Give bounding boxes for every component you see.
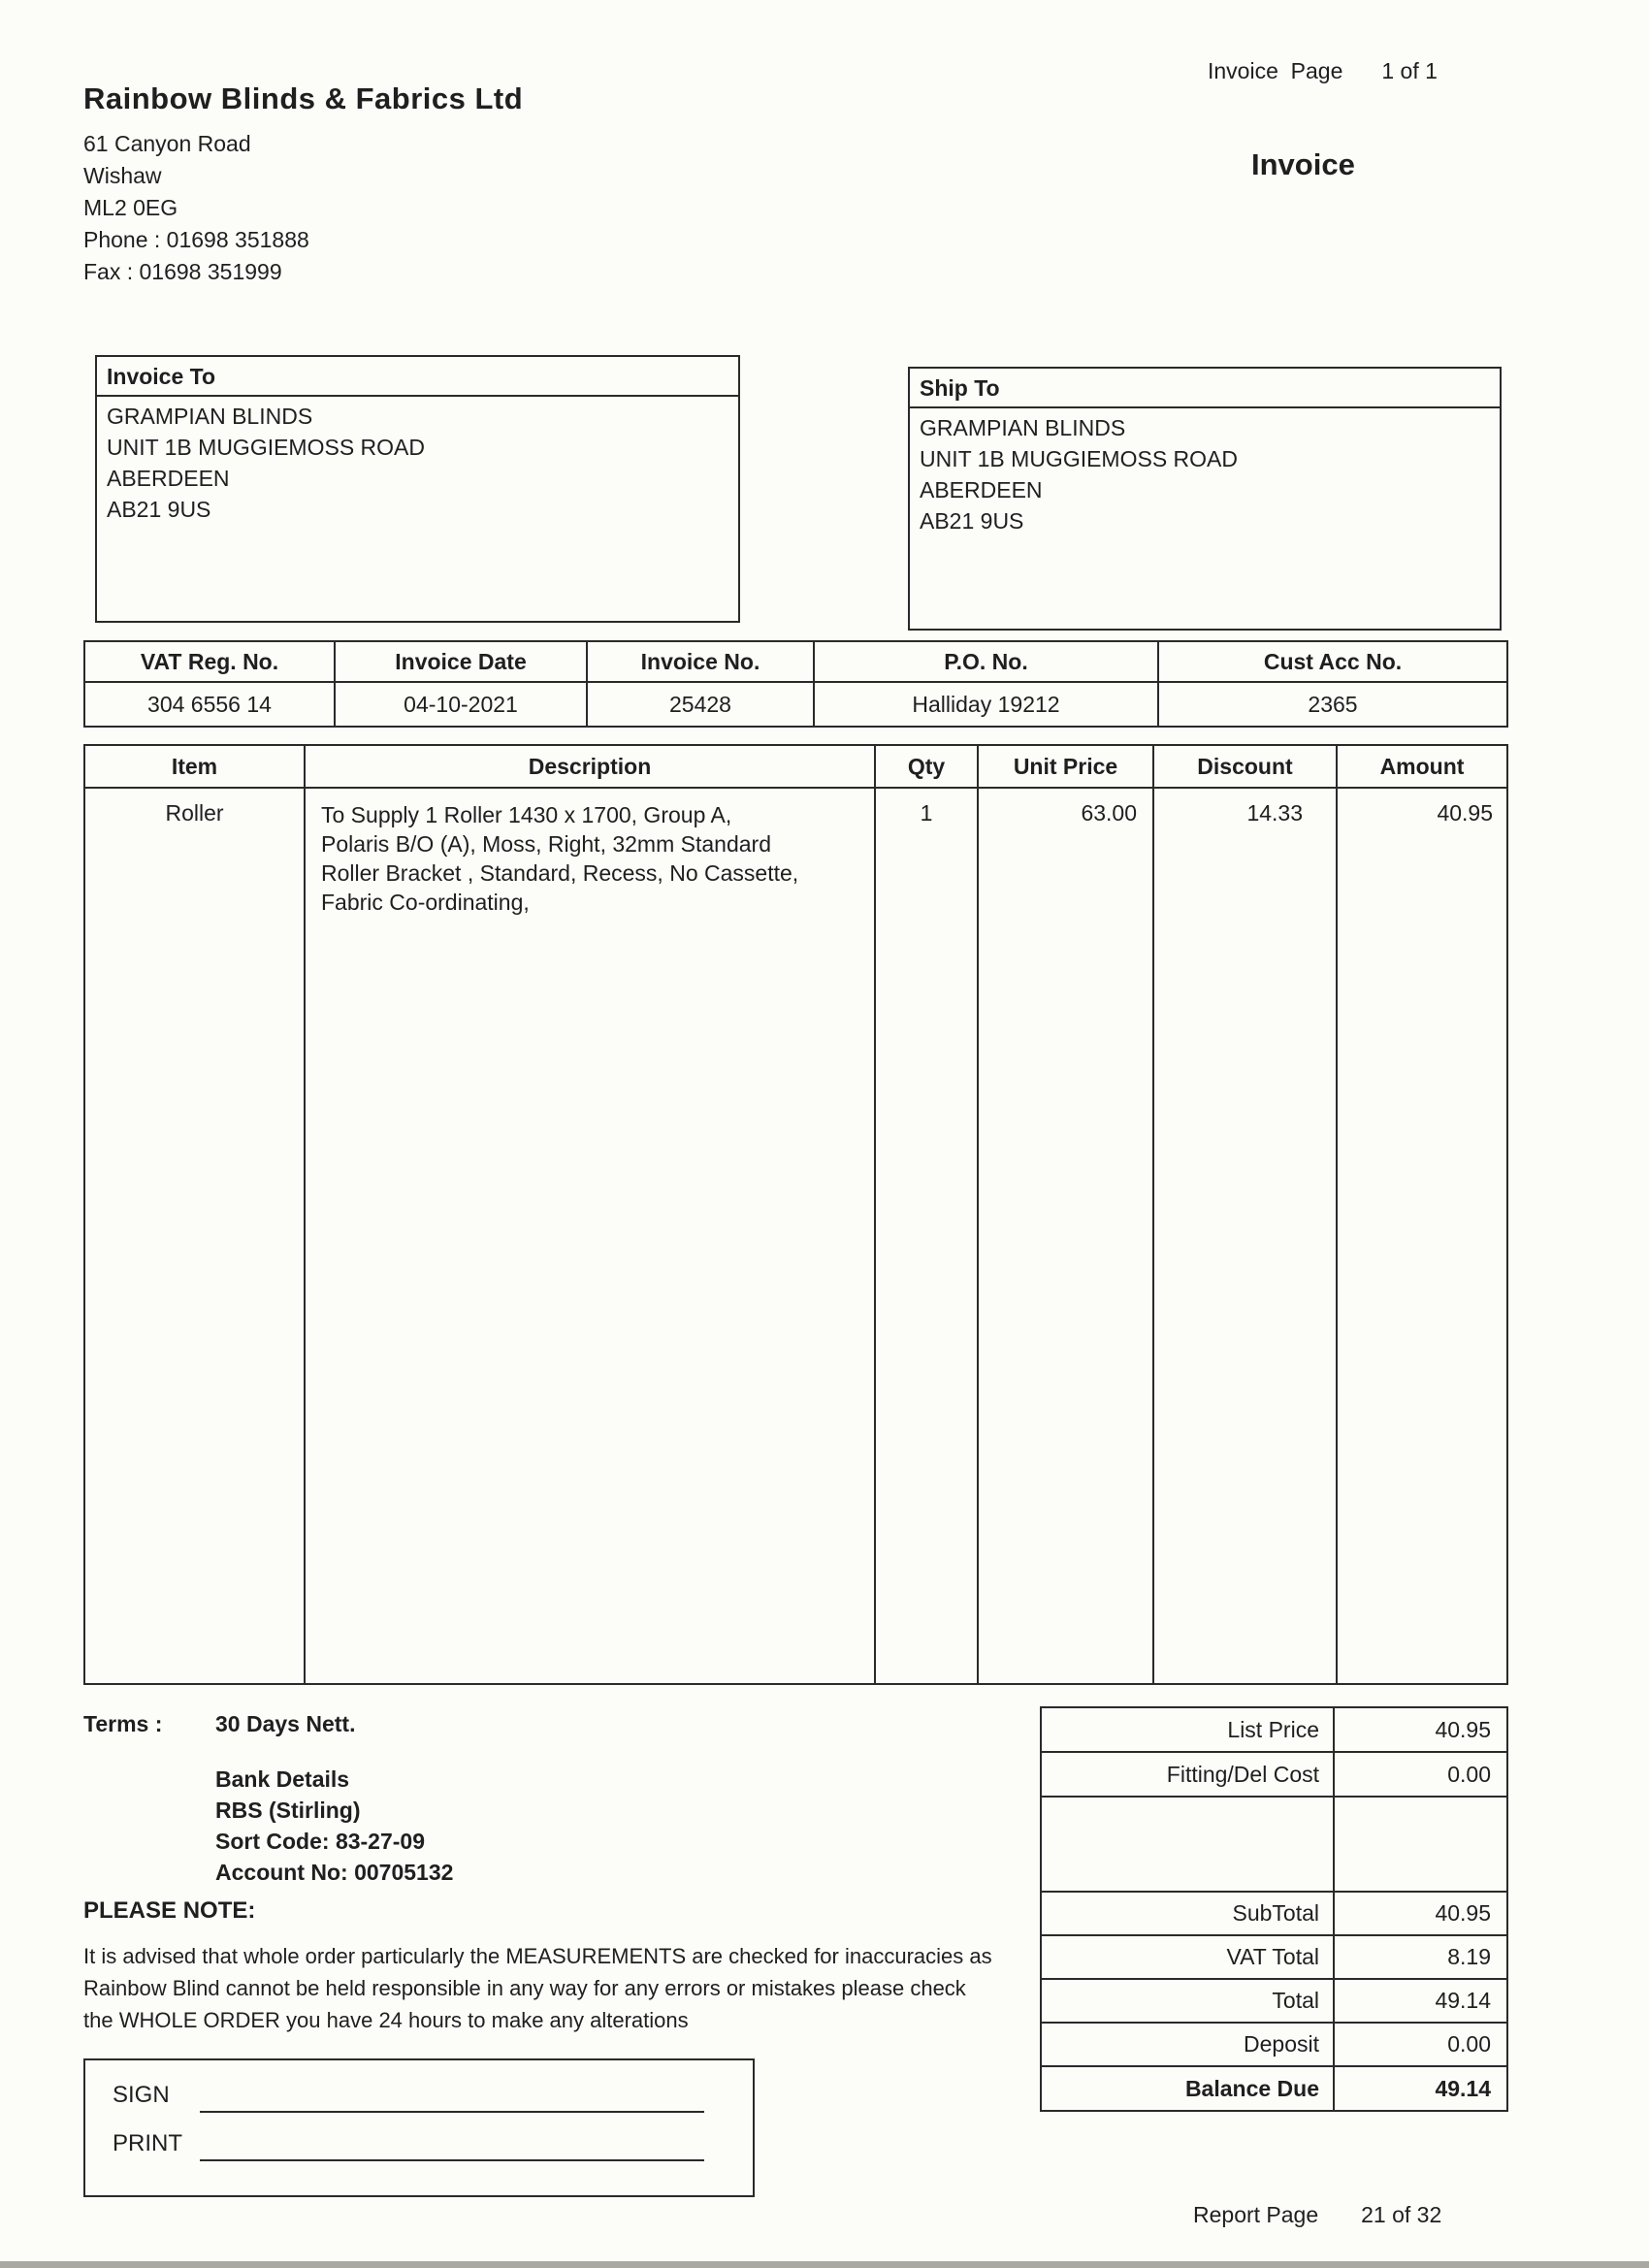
total-row-total [1042, 1980, 1506, 2024]
please-note-title: PLEASE NOTE: [83, 1897, 256, 1924]
item-cell-qty: 1 [876, 789, 979, 1683]
total-row-balance-due [1042, 2067, 1506, 2110]
invoice-to-line: ABERDEEN [107, 466, 230, 491]
company-name: Rainbow Blinds & Fabrics Ltd [83, 81, 524, 115]
total-value: 40.95 [1435, 1900, 1491, 1926]
meta-value-po-no: Halliday 19212 [815, 683, 1159, 726]
meta-header-invoice-date: Invoice Date [336, 642, 588, 683]
invoice-to-line: AB21 9US [107, 497, 211, 522]
invoice-page-label: Invoice Page [1208, 58, 1343, 83]
invoice-to-address [97, 397, 738, 529]
report-page-indicator [1193, 2202, 1441, 2228]
total-label: Fitting/Del Cost [1166, 1761, 1319, 1787]
items-header-amount: Amount [1338, 746, 1506, 789]
total-value: 0.00 [1447, 1761, 1491, 1787]
ship-to-line: ABERDEEN [920, 477, 1043, 502]
total-row-vat-total [1042, 1936, 1506, 1980]
invoice-meta-table [83, 640, 1508, 728]
items-header-item: Item [85, 746, 306, 789]
company-address-line-2: Wishaw [83, 163, 162, 188]
total-label: SubTotal [1232, 1900, 1319, 1926]
meta-header-po-no: P.O. No. [815, 642, 1159, 683]
print-line [200, 2159, 704, 2161]
totals-spacer [1042, 1798, 1506, 1893]
bank-details-title: Bank Details [215, 1766, 350, 1792]
bank-details [215, 1764, 453, 1888]
meta-value-cust-acc: 2365 [1308, 691, 1358, 717]
invoice-to-line: UNIT 1B MUGGIEMOSS ROAD [107, 435, 426, 460]
please-note-body: It is advised that whole order particularly the MEASUREMENTS are checked for inaccuracies as Rainbow Blind cannot be held responsible in any way for any errors or mistakes please check the WHOLE ORDER you have 24 hours to make any alterations [83, 1944, 992, 2032]
terms-value: 30 Days Nett. [215, 1711, 356, 1736]
signature-box [83, 2058, 755, 2197]
ship-to-address [910, 408, 1500, 540]
report-page-value: 21 of 32 [1361, 2202, 1442, 2227]
total-value: 40.95 [1435, 1716, 1491, 1742]
meta-header-invoice-no: Invoice No. [588, 642, 815, 683]
bank-sort-code: Sort Code: 83-27-09 [215, 1829, 426, 1854]
ship-to-line: UNIT 1B MUGGIEMOSS ROAD [920, 446, 1239, 471]
total-row-subtotal [1042, 1893, 1506, 1936]
line-items-table [83, 744, 1508, 1685]
invoice-page-value: 1 of 1 [1381, 58, 1438, 83]
sign-label: SIGN [113, 2082, 170, 2108]
ship-to-box [908, 367, 1502, 631]
total-label: Total [1272, 1988, 1319, 2013]
totals-divider [1333, 1708, 1335, 2110]
invoice-title: Invoice [1251, 147, 1355, 181]
bank-account-no: Account No: 00705132 [215, 1860, 454, 1885]
company-phone: Phone : 01698 351888 [83, 227, 309, 252]
invoice-to-line: GRAMPIAN BLINDS [107, 404, 313, 429]
company-address-line-1: 61 Canyon Road [83, 131, 251, 156]
company-address [83, 128, 309, 288]
description-line: To Supply 1 Roller 1430 x 1700, Group A, [321, 802, 732, 827]
scan-edge [0, 2261, 1649, 2268]
total-label: Balance Due [1184, 2075, 1319, 2101]
total-row-list-price [1042, 1708, 1506, 1753]
totals-box [1040, 1706, 1508, 2112]
company-address-line-3: ML2 0EG [83, 195, 178, 220]
total-row-deposit [1042, 2024, 1506, 2067]
item-cell-unit-price: 63.00 [979, 789, 1154, 1683]
item-cell-amount: 40.95 [1437, 800, 1493, 826]
bank-name: RBS (Stirling) [215, 1798, 361, 1823]
total-label: Deposit [1244, 2031, 1319, 2057]
sign-line [200, 2111, 704, 2113]
item-cell-description [306, 789, 876, 1683]
total-label: List Price [1227, 1716, 1319, 1742]
description-line: Roller Bracket , Standard, Recess, No Cassette, [321, 860, 799, 886]
meta-value-vat: 304 6556 14 [85, 683, 336, 726]
description-line: Polaris B/O (A), Moss, Right, 32mm Standard [321, 831, 771, 857]
meta-value-invoice-no: 25428 [588, 683, 815, 726]
item-cell-discount: 14.33 [1154, 789, 1338, 1683]
company-fax: Fax : 01698 351999 [83, 259, 282, 284]
meta-value-invoice-date: 04-10-2021 [336, 683, 588, 726]
total-value: 8.19 [1447, 1944, 1491, 1969]
items-header-unit-price: Unit Price [979, 746, 1154, 789]
total-value: 49.14 [1435, 2075, 1491, 2101]
total-row-fitting-del-cost [1042, 1753, 1506, 1798]
description-line: Fabric Co-ordinating, [321, 890, 530, 915]
invoice-to-box [95, 355, 740, 623]
items-header-description: Description [306, 746, 876, 789]
ship-to-line: AB21 9US [920, 508, 1024, 534]
items-header-discount: Discount [1154, 746, 1338, 789]
items-header-qty: Qty [876, 746, 979, 789]
ship-to-line: GRAMPIAN BLINDS [920, 415, 1126, 440]
total-value: 0.00 [1447, 2031, 1491, 2057]
meta-header-vat: VAT Reg. No. [85, 642, 336, 683]
total-value: 49.14 [1435, 1988, 1491, 2013]
meta-header-cust-acc: Cust Acc No. [1159, 642, 1506, 683]
item-cell-item: Roller [85, 789, 306, 1683]
print-label: PRINT [113, 2130, 182, 2156]
ship-to-label: Ship To [910, 369, 1500, 408]
terms-label: Terms : [83, 1711, 163, 1736]
report-page-label: Report Page [1193, 2202, 1319, 2227]
total-label: VAT Total [1226, 1944, 1319, 1969]
invoice-page-indicator [1208, 58, 1438, 84]
invoice-to-label: Invoice To [97, 357, 738, 397]
